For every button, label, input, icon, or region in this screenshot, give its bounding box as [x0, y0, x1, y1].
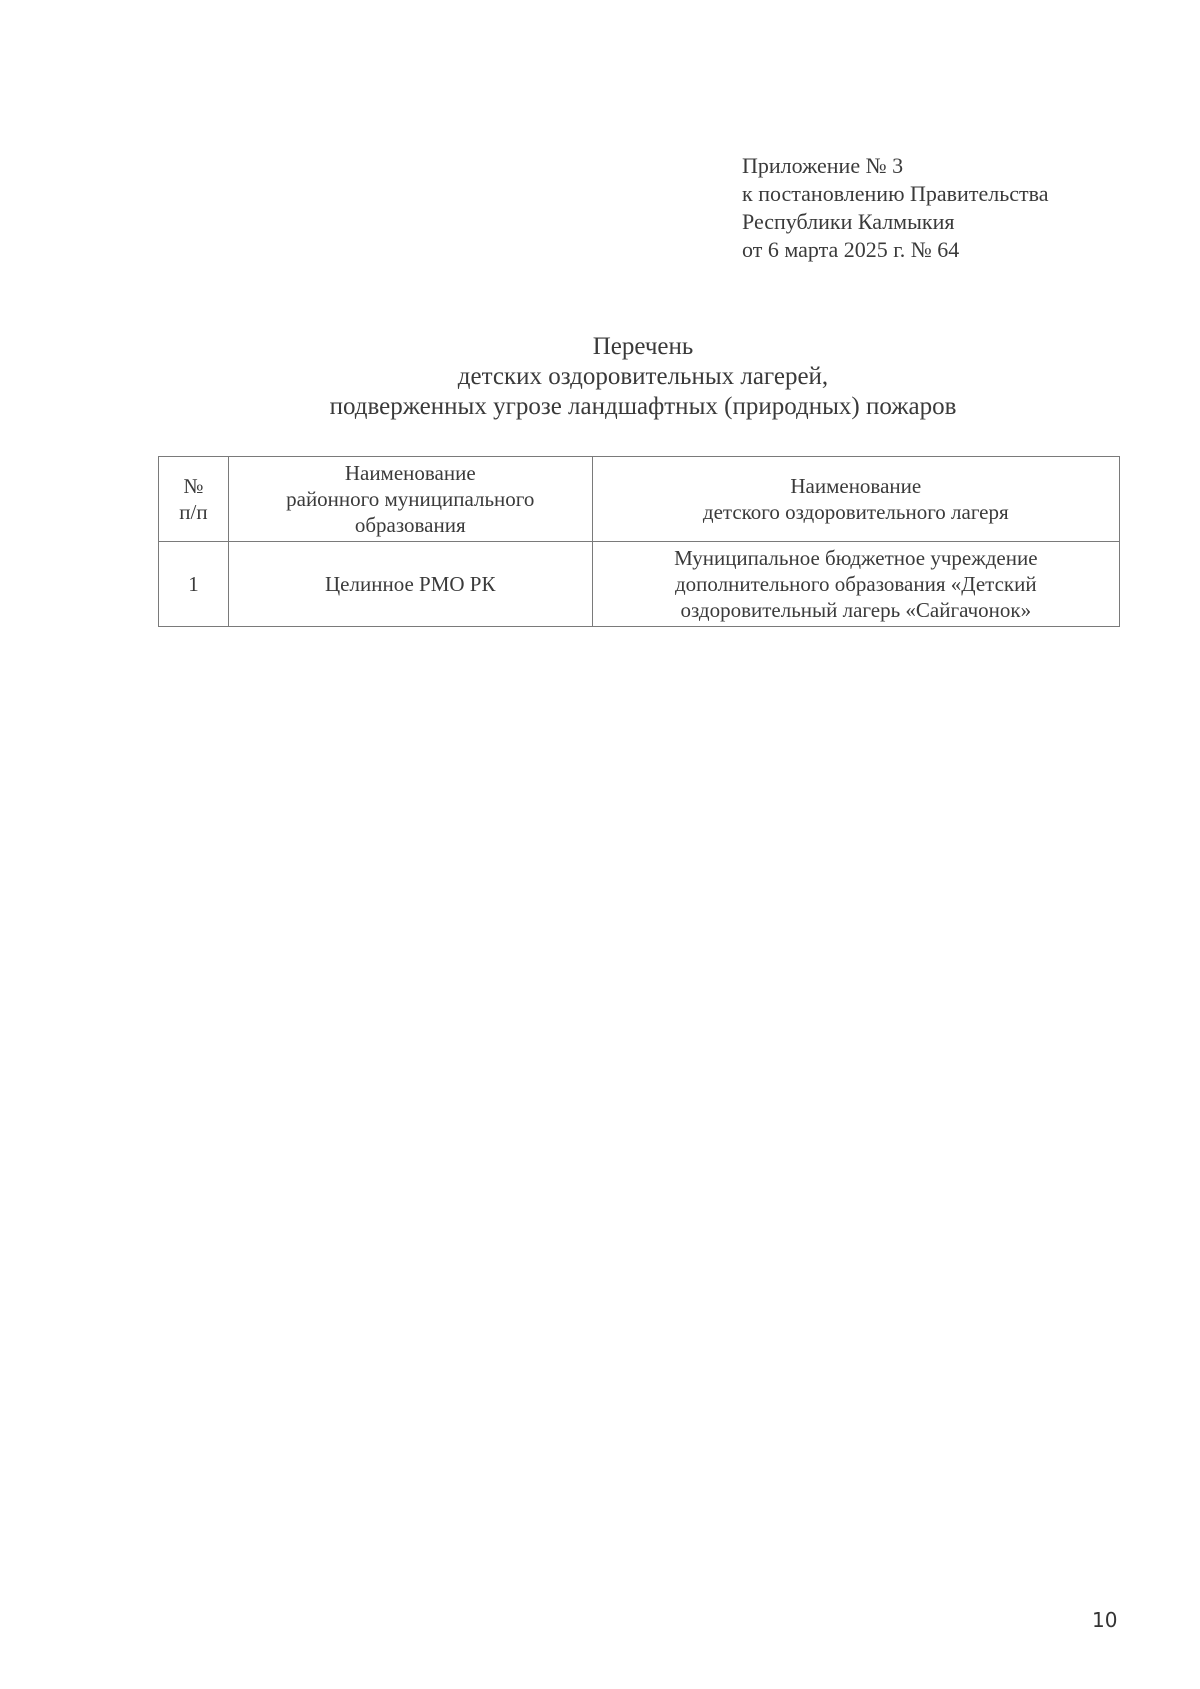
header-line: Наименование: [790, 474, 922, 498]
header-line: №: [183, 474, 204, 498]
cell-line: оздоровительный лагерь «Сайгачонок»: [680, 598, 1032, 622]
title-line: подверженных угрозе ландшафтных (природных) пожаров: [329, 393, 957, 420]
header-municipality: [228, 457, 592, 542]
header-line: детского оздоровительного лагеря: [702, 500, 1009, 524]
appendix-line: к постановлению Правительства: [742, 181, 1049, 206]
page-number: 10: [1092, 1608, 1118, 1632]
cell-number: 1: [159, 542, 229, 627]
table-row: [159, 542, 1120, 627]
appendix-line: Приложение № 3: [742, 153, 904, 178]
header-number: [159, 457, 229, 542]
cell-line: Муниципальное бюджетное учреждение: [674, 546, 1038, 570]
header-line: образования: [354, 513, 466, 537]
cell-camp: [592, 542, 1119, 627]
header-camp: [592, 457, 1119, 542]
header-line: п/п: [179, 500, 208, 524]
title-line: Перечень: [592, 333, 694, 360]
appendix-line: Республики Калмыкия: [742, 209, 955, 234]
cell-line: дополнительного образования «Детский: [674, 572, 1037, 596]
appendix-line: от 6 марта 2025 г. № 64: [742, 237, 960, 262]
header-line: Наименование: [344, 461, 476, 485]
title-line: детских оздоровительных лагерей,: [457, 363, 829, 390]
table-header-row: [159, 457, 1120, 542]
document-title: [150, 332, 1136, 422]
camps-table: [158, 456, 1120, 627]
cell-municipality: Целинное РМО РК: [228, 542, 592, 627]
appendix-reference: [742, 152, 1048, 264]
header-line: районного муниципального: [286, 487, 535, 511]
